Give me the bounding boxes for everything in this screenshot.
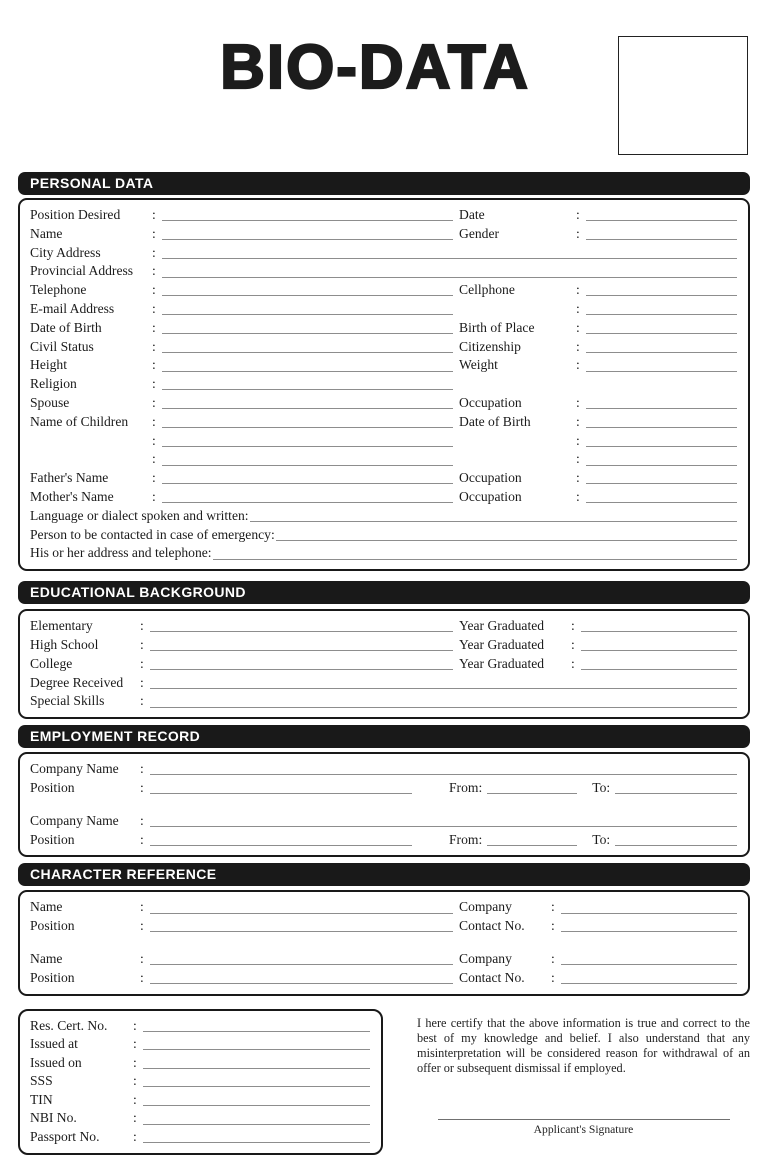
row-left — [30, 432, 454, 451]
field-label: Religion — [30, 376, 77, 392]
field-line — [586, 208, 737, 221]
row-left — [30, 338, 454, 357]
colon: : — [133, 1110, 137, 1126]
field-line — [162, 340, 453, 353]
field-line — [143, 1019, 370, 1032]
row-left — [30, 206, 454, 225]
field-line — [586, 434, 737, 447]
form-row — [30, 526, 738, 545]
field-line — [143, 1112, 370, 1125]
row-left — [30, 898, 454, 917]
form-row — [30, 617, 738, 636]
row-right — [459, 969, 738, 988]
form-row — [30, 262, 738, 281]
field-line — [162, 453, 453, 466]
row-right — [459, 394, 738, 413]
form-row — [30, 432, 738, 451]
field-label: High School — [30, 636, 99, 652]
colon: : — [140, 969, 144, 985]
row-right — [459, 432, 738, 451]
field-line — [586, 396, 737, 409]
field-line — [586, 415, 737, 428]
row-left — [30, 300, 454, 319]
row-left — [30, 225, 454, 244]
form-row — [30, 225, 738, 244]
colon: : — [140, 812, 144, 828]
form-row — [30, 375, 738, 394]
colon: : — [140, 655, 144, 671]
field-label: Spouse — [30, 394, 70, 410]
row-left — [30, 413, 454, 432]
row-right — [459, 488, 738, 507]
row-right — [459, 450, 738, 469]
colon: : — [140, 918, 144, 934]
field-line — [150, 638, 453, 651]
field-label: College — [30, 655, 73, 671]
form-row — [30, 674, 738, 693]
field-label: Special Skills — [30, 693, 105, 709]
row-left — [30, 655, 454, 674]
colon: : — [140, 674, 144, 690]
field-line — [143, 1056, 370, 1069]
field-line — [150, 657, 453, 670]
field-label: Position — [30, 779, 75, 795]
colon: : — [152, 207, 156, 222]
field-label: Position — [30, 918, 75, 934]
field-line — [143, 1130, 370, 1143]
signature-label: Applicant's Signature — [533, 1122, 634, 1136]
field-label: Height — [30, 357, 67, 373]
row-right — [459, 375, 738, 394]
field-label: Degree Received — [30, 674, 124, 690]
field-label: Company Name — [30, 761, 119, 777]
field-line — [586, 321, 737, 334]
form-row — [30, 544, 738, 563]
field-label: Name — [30, 950, 63, 966]
field-label: His or her address and telephone: — [30, 545, 212, 561]
field-label: Date — [459, 207, 485, 222]
colon: : — [152, 376, 156, 392]
colon: : — [576, 319, 580, 335]
row-left — [30, 469, 454, 488]
field-line — [150, 781, 412, 794]
form-row — [30, 1128, 371, 1147]
form-row — [30, 969, 738, 988]
field-line — [162, 302, 453, 315]
row-right — [459, 225, 738, 244]
educational-background-box — [18, 609, 750, 719]
form-row — [30, 1054, 371, 1073]
form-row — [30, 300, 738, 319]
colon: : — [152, 357, 156, 373]
field-line — [586, 302, 737, 315]
colon: : — [140, 899, 144, 915]
colon: : — [576, 357, 580, 373]
field-label: Person to be contacted in case of emergency: — [30, 526, 275, 542]
colon: : — [140, 693, 144, 709]
row-right — [459, 636, 738, 655]
field-label — [459, 450, 576, 469]
certification-block — [417, 1009, 750, 1155]
field-label — [459, 432, 576, 451]
field-line — [143, 1037, 370, 1050]
field-label: Date of Birth — [30, 319, 102, 335]
field-label: Passport No. — [30, 1129, 100, 1145]
field-label: Position — [30, 969, 75, 985]
row-left — [30, 394, 454, 413]
field-label: Position Desired — [30, 207, 121, 222]
field-line — [561, 919, 737, 932]
colon: : — [140, 779, 144, 795]
colon: : — [133, 1129, 137, 1145]
field-label: Company — [459, 899, 512, 915]
colon: : — [576, 432, 580, 448]
field-label: Name of Children — [30, 413, 129, 429]
field-line — [581, 619, 737, 632]
field-label — [459, 300, 576, 319]
field-label: Telephone — [30, 282, 87, 298]
form-row — [30, 798, 738, 812]
field-line — [581, 657, 737, 670]
colon: : — [576, 488, 580, 504]
form-row — [30, 319, 738, 338]
section-header-employment-record: EMPLOYMENT RECORD — [18, 725, 750, 748]
colon: : — [576, 282, 580, 298]
field-label: Birth of Place — [459, 319, 535, 335]
form-row — [30, 450, 738, 469]
form-row — [30, 950, 738, 969]
form-row — [30, 779, 738, 798]
field-label: Cellphone — [459, 282, 515, 298]
field-line — [162, 321, 453, 334]
colon: : — [133, 1017, 137, 1033]
colon: : — [576, 394, 580, 410]
colon: : — [140, 761, 144, 777]
colon: : — [551, 969, 555, 985]
form-row — [30, 917, 738, 936]
field-line — [586, 283, 737, 296]
field-line — [561, 971, 737, 984]
field-line — [586, 490, 737, 503]
row-right — [459, 356, 738, 375]
field-label: Year Graduated — [459, 636, 545, 652]
government-documents-box — [18, 1009, 383, 1155]
row-right — [459, 617, 738, 636]
form-row — [30, 898, 738, 917]
colon: : — [571, 618, 575, 634]
field-line — [581, 638, 737, 651]
colon: : — [576, 451, 580, 467]
form-row — [30, 812, 738, 831]
colon: : — [551, 918, 555, 934]
field-line — [150, 833, 412, 846]
colon: : — [576, 300, 580, 316]
form-row — [30, 831, 738, 850]
form-row — [30, 692, 738, 711]
row-left — [30, 375, 454, 394]
field-line — [162, 265, 737, 278]
row-left — [30, 636, 454, 655]
row-left — [30, 356, 454, 375]
field-line — [586, 453, 737, 466]
colon: : — [152, 244, 156, 260]
colon: : — [152, 488, 156, 504]
colon: : — [140, 618, 144, 634]
form-row — [30, 469, 738, 488]
field-line — [150, 619, 453, 632]
field-label: Weight — [459, 357, 498, 373]
form-row — [30, 413, 738, 432]
field-line — [150, 762, 737, 775]
form-row — [30, 356, 738, 375]
field-label: Res. Cert. No. — [30, 1017, 108, 1033]
form-row — [30, 636, 738, 655]
field-label: Civil Status — [30, 338, 94, 354]
field-label: To: — [592, 831, 611, 847]
field-label: Position — [30, 831, 75, 847]
field-label: From: — [449, 831, 483, 847]
field-label: Contact No. — [459, 969, 525, 985]
row-left — [30, 950, 454, 969]
field-line — [561, 901, 737, 914]
colon: : — [140, 831, 144, 847]
row-right — [459, 898, 738, 917]
row-left — [30, 617, 454, 636]
field-line — [162, 471, 453, 484]
form-row — [30, 1035, 371, 1054]
field-label: Occupation — [459, 394, 522, 410]
colon: : — [133, 1054, 137, 1070]
form-row — [30, 507, 738, 526]
form-row — [30, 1091, 371, 1110]
field-label: Name — [30, 225, 63, 241]
field-label: From: — [449, 779, 483, 795]
field-line — [586, 227, 737, 240]
field-label: City Address — [30, 244, 101, 260]
colon: : — [152, 432, 156, 448]
field-label: Issued on — [30, 1054, 82, 1070]
colon: : — [152, 319, 156, 335]
colon: : — [152, 394, 156, 410]
colon: : — [152, 470, 156, 486]
field-line — [487, 781, 577, 794]
form-row — [30, 1017, 371, 1036]
form-row — [30, 1072, 371, 1091]
personal-data-box — [18, 198, 750, 571]
colon: : — [133, 1036, 137, 1052]
section-header-character-reference: CHARACTER REFERENCE — [18, 863, 750, 886]
field-label: Occupation — [459, 488, 522, 504]
colon: : — [152, 451, 156, 467]
form-row — [30, 206, 738, 225]
field-label: NBI No. — [30, 1110, 77, 1126]
field-label: Date of Birth — [459, 413, 531, 429]
field-line — [250, 509, 737, 522]
colon: : — [576, 413, 580, 429]
character-reference-box — [18, 890, 750, 995]
field-label — [30, 450, 152, 469]
field-line — [150, 901, 453, 914]
field-label: Year Graduated — [459, 618, 545, 634]
field-label: Year Graduated — [459, 655, 545, 671]
field-label: Issued at — [30, 1036, 78, 1052]
colon: : — [133, 1073, 137, 1089]
colon: : — [576, 338, 580, 354]
row-left — [30, 450, 454, 469]
field-line — [162, 359, 453, 372]
row-right — [459, 413, 738, 432]
field-label: Name — [30, 899, 63, 915]
field-line — [586, 359, 737, 372]
row-right — [459, 917, 738, 936]
colon: : — [576, 470, 580, 486]
colon: : — [576, 225, 580, 241]
field-line — [150, 971, 453, 984]
bottom-area — [18, 1009, 750, 1155]
field-line — [150, 952, 453, 965]
field-line — [162, 415, 453, 428]
field-line — [162, 283, 453, 296]
row-right — [459, 319, 738, 338]
row-right — [459, 300, 738, 319]
row-right — [459, 469, 738, 488]
colon: : — [152, 225, 156, 241]
colon: : — [152, 300, 156, 316]
row-right — [459, 338, 738, 357]
form-row — [30, 281, 738, 300]
employment-record-box — [18, 752, 750, 857]
colon: : — [551, 950, 555, 966]
field-line — [162, 208, 453, 221]
field-line — [586, 340, 737, 353]
field-label: Father's Name — [30, 470, 109, 486]
form-row — [30, 760, 738, 779]
photo-box — [618, 36, 748, 155]
field-label: To: — [592, 779, 611, 795]
field-label: Occupation — [459, 470, 522, 486]
field-line — [150, 676, 737, 689]
colon: : — [140, 636, 144, 652]
field-line — [561, 952, 737, 965]
signature-line — [438, 1118, 730, 1120]
row-right — [459, 206, 738, 225]
form-row — [30, 936, 738, 950]
signature-block — [417, 1118, 750, 1136]
field-label: Elementary — [30, 618, 93, 634]
field-label: Company — [459, 950, 512, 966]
row-right — [459, 950, 738, 969]
row-left — [30, 319, 454, 338]
field-line — [150, 695, 737, 708]
row-left — [30, 488, 454, 507]
colon: : — [152, 282, 156, 298]
form-row — [30, 655, 738, 674]
field-label: Company Name — [30, 812, 119, 828]
section-header-educational-background: EDUCATIONAL BACKGROUND — [18, 581, 750, 604]
field-line — [162, 490, 453, 503]
field-line — [162, 377, 453, 390]
field-line — [276, 528, 737, 541]
colon: : — [571, 655, 575, 671]
row-left — [30, 281, 454, 300]
field-label: SSS — [30, 1073, 53, 1089]
field-line — [213, 547, 737, 560]
field-line — [586, 471, 737, 484]
colon: : — [140, 950, 144, 966]
form-row — [30, 488, 738, 507]
row-left — [30, 917, 454, 936]
field-line — [487, 833, 577, 846]
field-label: Language or dialect spoken and written: — [30, 507, 249, 523]
colon: : — [571, 636, 575, 652]
colon: : — [576, 207, 580, 222]
field-line — [615, 833, 737, 846]
field-label: Mother's Name — [30, 488, 114, 504]
field-line — [162, 246, 737, 259]
row-right — [459, 281, 738, 300]
field-label: TIN — [30, 1091, 53, 1107]
colon: : — [551, 899, 555, 915]
section-header-personal-data: PERSONAL DATA — [18, 172, 750, 195]
colon: : — [152, 338, 156, 354]
row-right — [459, 655, 738, 674]
field-line — [143, 1074, 370, 1087]
field-line — [162, 396, 453, 409]
field-line — [162, 227, 453, 240]
colon: : — [152, 263, 156, 279]
field-label: E-mail Address — [30, 300, 115, 316]
form-row — [30, 1109, 371, 1128]
colon: : — [152, 413, 156, 429]
field-label: Citizenship — [459, 338, 521, 354]
field-label: Provincial Address — [30, 263, 134, 279]
field-line — [615, 781, 737, 794]
field-line — [162, 434, 453, 447]
field-label: Gender — [459, 225, 500, 241]
form-row — [30, 394, 738, 413]
field-label — [30, 432, 152, 451]
field-line — [143, 1093, 370, 1106]
field-line — [150, 919, 453, 932]
field-label: Contact No. — [459, 918, 525, 934]
form-row — [30, 244, 738, 263]
field-line — [150, 814, 737, 827]
certification-text: I here certify that the above information is true and correct to the best of my knowledge and belief. I also understand that any misinterpretation will be considered reason for withdrawal of an offer or subsequent dismissal if employed. — [417, 1015, 750, 1075]
colon: : — [133, 1091, 137, 1107]
page-title: BIO-DATA — [220, 33, 530, 102]
form-row — [30, 338, 738, 357]
row-left — [30, 969, 454, 988]
